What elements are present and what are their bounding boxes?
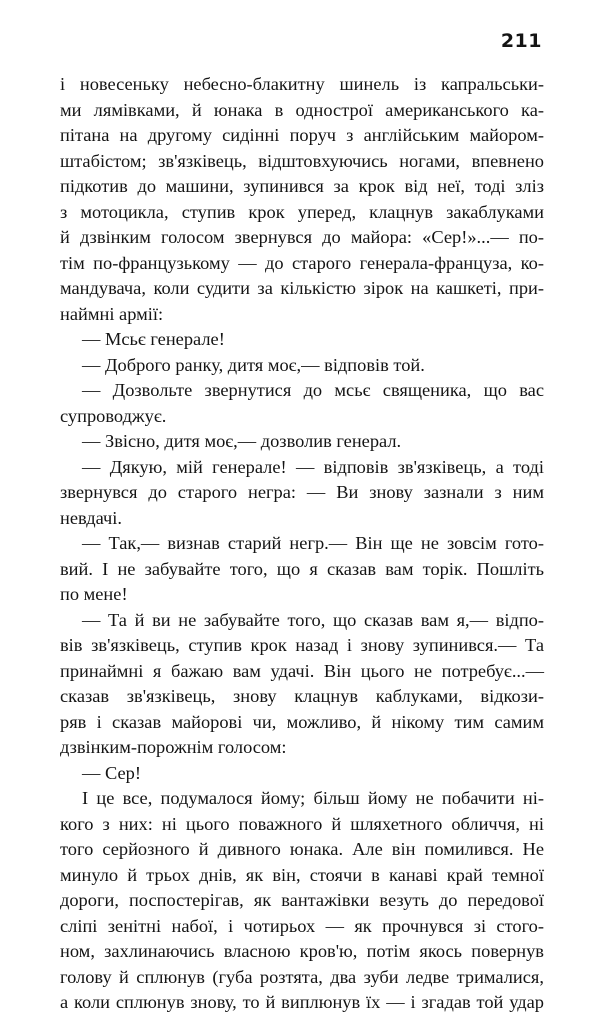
text-line: — Та й ви не забувайте того, що сказав вам я,— відпо-	[82, 609, 544, 630]
text-line: ряв і сказав майорові чи, можливо, й нікому тим самим	[60, 711, 544, 732]
text-line: — Доброго ранку, дитя моє,— відповів той.	[82, 354, 425, 375]
text-line: того серйозного й дивного юнака. Але він помилився. Не	[60, 839, 544, 859]
text-line: і новесеньку небесно-блакитну шинель із капральськи-	[60, 74, 544, 94]
text-line: минуло й трьох днів, як він, стоячи в канаві край темної	[60, 864, 544, 885]
text-line: — Так,— визнав старий негр.— Він ще не зовсім гото-	[82, 533, 544, 553]
text-line: вий. І не забувайте того, що я сказав вам торік. Пошліть	[60, 558, 544, 579]
text-line: — Дякую, мій генерале! — відповів зв'язківець, а тоді	[82, 456, 544, 477]
text-line: — Сер!	[82, 762, 141, 783]
text-line: сказав зв'язківець, знову клацнув каблуками, відкози-	[60, 686, 544, 706]
body-text	[60, 72, 544, 1016]
text-line: невдачі.	[60, 507, 122, 528]
text-line: ми лямівками, й юнака в однострої американського ка-	[60, 99, 544, 120]
page-number: 211	[500, 30, 542, 52]
text-line: голову й сплюнув (губа розтята, два зуби ледве трималися,	[60, 966, 544, 987]
text-line: супроводжує.	[60, 405, 167, 426]
text-line: з мотоцикла, ступив крок уперед, клацнув закаблуками	[60, 201, 544, 222]
text-line: кого з них: ні цього поважного й шляхетного обличчя, ні	[60, 813, 544, 834]
text-line: — Дозвольте звернутися до мсьє священика, що вас	[82, 380, 544, 400]
text-line: І це все, подумалося йому; більш йому не побачити ні-	[82, 788, 544, 808]
text-line: звернувся до старого негра: — Ви знову зазнали з ним	[60, 482, 544, 502]
text-line: сліпі зенітні набої, і чотирьох — як прочнувся зі стого-	[60, 915, 544, 936]
text-line: — Звісно, дитя моє,— дозволив генерал.	[82, 431, 402, 451]
text-line: тім по-французькому — до старого генерала-француза, ко-	[60, 252, 544, 273]
text-line: підкотив до машини, зупинився за крок від неї, тоді зліз	[60, 176, 544, 196]
text-line: — Мсьє генерале!	[82, 329, 225, 349]
text-line: по мене!	[60, 584, 128, 604]
text-line: дзвінким-порожнім голосом:	[60, 737, 287, 757]
text-line: ном, захлинаючись власною кров'ю, потім якось повернув	[60, 941, 544, 961]
text-line: й дзвінким голосом звернувся до майора: «Сер!»...— по-	[60, 227, 544, 247]
text-line: а коли сплюнув знову, то й виплюнув їх — і згадав той удар	[60, 992, 544, 1012]
text-line: вів зв'язківець, ступив крок назад і знову зупинився.— Та	[60, 635, 544, 655]
text-line: мандувача, коли судити за кількістю зірок на кашкеті, при-	[60, 278, 544, 298]
text-line: принаймні я бажаю вам удачі. Він цього не потребує...—	[60, 660, 544, 681]
text-line: наймні армії:	[60, 303, 164, 324]
text-line: штабістом; зв'язківець, відштовхуючись ногами, впевнено	[60, 150, 544, 171]
text-line: пітана на другому сидінні поруч з англійським майором-	[60, 125, 544, 145]
text-line: дороги, поспостерігав, як вантажівки везуть до передової	[60, 890, 544, 910]
